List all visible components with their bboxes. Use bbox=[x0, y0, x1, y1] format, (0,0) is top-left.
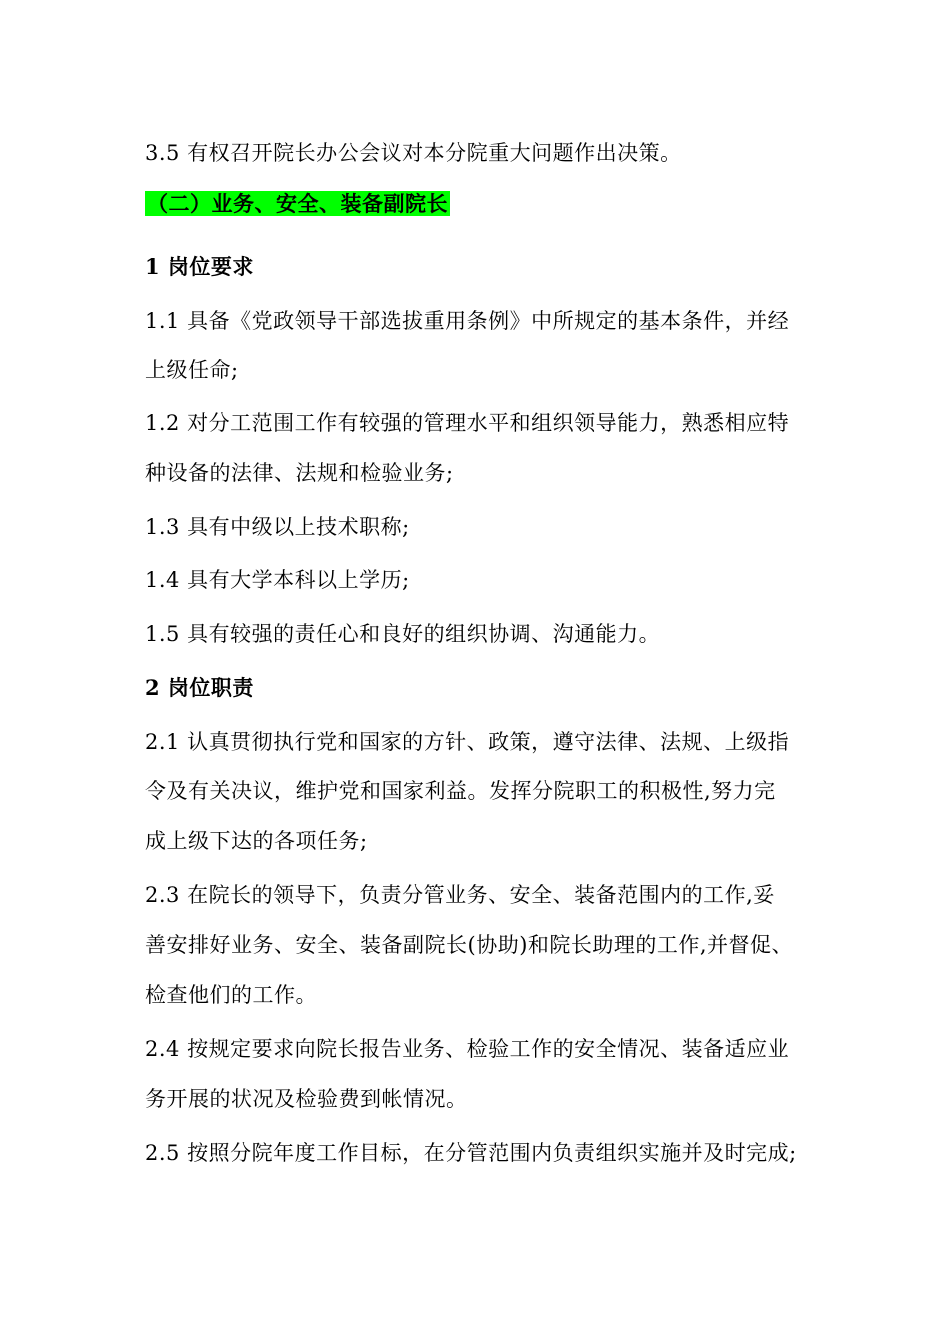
paragraph-3-5: 3.5 有权召开院长办公会议对本分院重大问题作出决策。 bbox=[145, 141, 682, 165]
paragraph-1-1-line-2: 上级任命; bbox=[145, 358, 239, 382]
section-heading-vice-president bbox=[145, 189, 450, 219]
paragraph-2-3-line-1: 2.3 在院长的领导下，负责分管业务、安全、装备范围内的工作,妥 bbox=[145, 883, 775, 907]
paragraph-1-2-line-2: 种设备的法律、法规和检验业务; bbox=[145, 461, 454, 485]
paragraph-2-3-line-2: 善安排好业务、安全、装备副院长(协助)和院长助理的工作,并督促、 bbox=[145, 933, 794, 957]
paragraph-2-3-line-3: 检查他们的工作。 bbox=[145, 983, 317, 1007]
paragraph-1-2-line-1: 1.2 对分工范围工作有较强的管理水平和组织领导能力，熟悉相应特 bbox=[145, 411, 790, 435]
heading-job-duties: 2 岗位职责 bbox=[145, 675, 254, 700]
paragraph-2-4-line-2: 务开展的状况及检验费到帐情况。 bbox=[145, 1087, 468, 1111]
paragraph-1-1-line-1: 1.1 具备《党政领导干部选拔重用条例》中所规定的基本条件，并经 bbox=[145, 309, 790, 333]
paragraph-1-3: 1.3 具有中级以上技术职称; bbox=[145, 515, 410, 539]
paragraph-2-1-line-3: 成上级下达的各项任务; bbox=[145, 829, 368, 853]
paragraph-2-1-line-1: 2.1 认真贯彻执行党和国家的方针、政策，遵守法律、法规、上级指 bbox=[145, 730, 790, 754]
paragraph-2-1-line-2: 令及有关决议，维护党和国家利益。发挥分院职工的积极性,努力完 bbox=[145, 779, 776, 803]
paragraph-1-4: 1.4 具有大学本科以上学历; bbox=[145, 568, 410, 592]
heading-job-requirements: 1 岗位要求 bbox=[145, 254, 254, 279]
paragraph-2-4-line-1: 2.4 按规定要求向院长报告业务、检验工作的安全情况、装备适应业 bbox=[145, 1037, 790, 1061]
highlighted-heading-text: （二）业务、安全、装备副院长 bbox=[147, 191, 448, 216]
paragraph-1-5: 1.5 具有较强的责任心和良好的组织协调、沟通能力。 bbox=[145, 622, 661, 646]
paragraph-2-5: 2.5 按照分院年度工作目标，在分管范围内负责组织实施并及时完成; bbox=[145, 1141, 797, 1165]
